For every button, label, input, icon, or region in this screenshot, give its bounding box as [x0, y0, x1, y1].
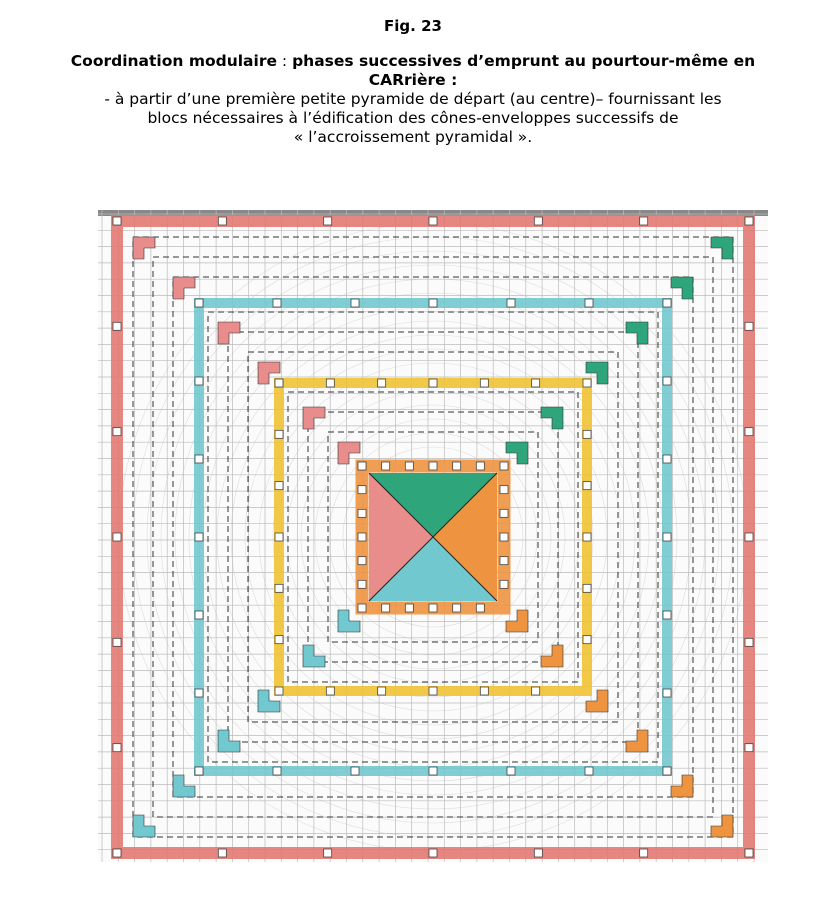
marker-box — [500, 486, 508, 494]
marker-box — [273, 299, 281, 307]
marker-box — [358, 580, 366, 588]
marker-box — [745, 533, 753, 541]
marker-box — [275, 379, 283, 387]
marker-box — [326, 687, 334, 695]
marker-box — [534, 217, 542, 225]
marker-box — [429, 767, 437, 775]
marker-box — [358, 557, 366, 565]
marker-box — [113, 849, 121, 857]
marker-box — [429, 462, 437, 470]
marker-box — [745, 322, 753, 330]
marker-box — [113, 322, 121, 330]
marker-box — [585, 767, 593, 775]
marker-box — [382, 462, 390, 470]
marker-box — [745, 428, 753, 436]
marker-box — [195, 533, 203, 541]
marker-box — [324, 849, 332, 857]
marker-box — [745, 638, 753, 646]
marker-box — [453, 604, 461, 612]
marker-box — [663, 767, 671, 775]
marker-box — [500, 462, 508, 470]
marker-box — [663, 689, 671, 697]
marker-box — [195, 767, 203, 775]
marker-box — [358, 509, 366, 517]
marker-box — [583, 482, 591, 490]
marker-box — [500, 580, 508, 588]
caption-line-3: « l’accroissement pyramidal ». — [293, 128, 533, 146]
marker-box — [195, 377, 203, 385]
marker-box — [480, 379, 488, 387]
marker-box — [663, 299, 671, 307]
modular-pyramid-diagram — [98, 210, 768, 862]
marker-box — [275, 430, 283, 438]
marker-box — [640, 217, 648, 225]
marker-box — [453, 462, 461, 470]
marker-box — [382, 604, 390, 612]
marker-box — [113, 217, 121, 225]
marker-box — [583, 636, 591, 644]
marker-box — [351, 299, 359, 307]
marker-box — [663, 611, 671, 619]
marker-box — [195, 299, 203, 307]
marker-box — [405, 462, 413, 470]
marker-box — [273, 767, 281, 775]
caption-line-2: blocs nécessaires à l’édification des cônes-enveloppes successifs de — [147, 109, 679, 127]
marker-box — [429, 217, 437, 225]
marker-box — [113, 428, 121, 436]
marker-box — [195, 455, 203, 463]
marker-box — [358, 462, 366, 470]
marker-box — [275, 584, 283, 592]
caption-separator: : — [277, 52, 293, 70]
marker-box — [500, 509, 508, 517]
marker-box — [351, 767, 359, 775]
marker-box — [429, 687, 437, 695]
marker-box — [640, 849, 648, 857]
marker-box — [500, 557, 508, 565]
marker-box — [326, 379, 334, 387]
marker-box — [507, 299, 515, 307]
marker-box — [358, 533, 366, 541]
marker-box — [358, 486, 366, 494]
marker-box — [275, 482, 283, 490]
marker-box — [745, 217, 753, 225]
figure-label: Fig. 23 — [384, 17, 442, 35]
marker-box — [532, 687, 540, 695]
marker-box — [507, 767, 515, 775]
marker-box — [663, 377, 671, 385]
marker-box — [429, 849, 437, 857]
caption-title-2: phases successives d’emprunt au pourtour-même en CARrière : — [292, 52, 756, 89]
marker-box — [429, 379, 437, 387]
marker-box — [476, 604, 484, 612]
marker-box — [480, 687, 488, 695]
marker-box — [429, 299, 437, 307]
marker-box — [113, 744, 121, 752]
marker-box — [275, 687, 283, 695]
marker-box — [583, 379, 591, 387]
marker-box — [476, 462, 484, 470]
marker-box — [378, 687, 386, 695]
marker-box — [113, 533, 121, 541]
marker-box — [195, 689, 203, 697]
marker-box — [195, 611, 203, 619]
marker-box — [358, 604, 366, 612]
marker-box — [378, 379, 386, 387]
marker-box — [405, 604, 413, 612]
marker-box — [585, 299, 593, 307]
marker-box — [583, 430, 591, 438]
caption-line-1: - à partir d’une première petite pyramide de départ (au centre)– fournissant les — [104, 90, 722, 108]
marker-box — [534, 849, 542, 857]
marker-box — [324, 217, 332, 225]
marker-box — [218, 849, 226, 857]
marker-box — [429, 604, 437, 612]
caption-title-1: Coordination modulaire — [70, 52, 277, 70]
marker-box — [745, 744, 753, 752]
marker-box — [583, 533, 591, 541]
marker-box — [113, 638, 121, 646]
marker-box — [532, 379, 540, 387]
marker-box — [663, 455, 671, 463]
marker-box — [275, 636, 283, 644]
marker-box — [663, 533, 671, 541]
marker-box — [218, 217, 226, 225]
marker-box — [583, 584, 591, 592]
marker-box — [745, 849, 753, 857]
marker-box — [275, 533, 283, 541]
marker-box — [500, 533, 508, 541]
figure-caption — [60, 52, 766, 147]
